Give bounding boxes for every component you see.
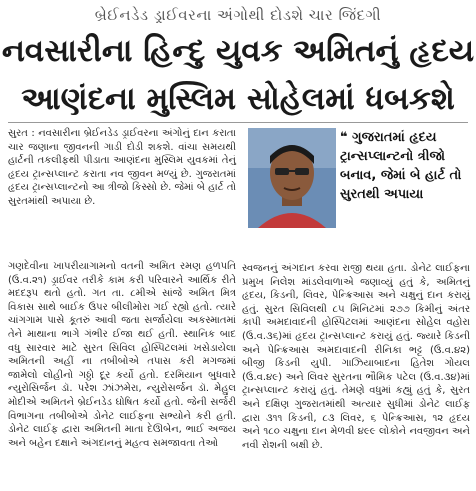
body-column-1-intro: સુરત : નવસારીના બ્રેઈનડેડ ડ્રાઈવરના અંગોનું દાન કરાતા ચાર જણાના જીવનની ગાડી દોડી શકશે. વાંચા સમયથી હાર્ટની તકલીફથી પીડાતા આણંદના મુસ્લિમ યુવકમાં તેનું હૃદય ટ્રાન્સપ્લાન્ટ કરાતા નવ જીવન મળ્યું છે. ગુજરાતમાં હૃદય ટ્રાન્સપ્લાન્ટનો આ ત્રીજો કિસ્સો છે. જેમાં બે હાર્ટ તો સુરતમાંથી અપાયા છે. (8, 128, 236, 207)
pull-quote-text: ગુજરાતમાં હૃદય ટ્રાન્સપ્લાન્ટનો ત્રીજો બનાવ, જેમાં બે હાર્ટ તો સુરતથી અપાયા (340, 130, 462, 202)
divider (8, 122, 468, 123)
portrait-photo (248, 128, 336, 228)
pull-quote (340, 128, 472, 204)
body-column-2: સ્વજનનું અંગદાન કરવા રાજી થયા હતા. ડોનેટ લાઈફના પ્રમુખ નિલેશ માંડલેવાળાએ જણાવ્યું હતું કે, અમિતનું હૃદય, કિડની, લિવર, પેન્ક્રિઆસ અને ચક્ષુનું દાન કરાયું હતું. સુરત સિવિલથી ૮૫ મિનિટમાં ૨૭૭ કિમીનું અંતર કાપી અમદાવાદની હોસ્પિટલમાં આણંદના સોહેલ વહોરા (ઉ.વ.૩૬)માં હૃદય ટ્રાન્સપ્લાન્ટ કરાયું હતું. જ્યારે કિડની અને પેન્ક્રિઆસ અમદાવાદની રીનિકા ભટ્ટ (ઉ.વ.૪૨) બીજી કિડની યુપી. ગાઝિયાબાદના હિતેશ ગોયલ (ઉ.વ.૪૯) અને લિવર સુરતના ભૌમિક પટેલ (ઉ.વ.૩૪)માં ટ્રાન્સપ્લાન્ટ કરાયું હતું. તેમણે વધુમાં કહ્યું હતું કે, સુરત અને દક્ષિણ ગુજરાતમાંથી અત્યાર સુધીમાં ડોનેટ લાઈફ દ્વારા ૩૧૧ કિડની, ૮૩ લિવર, ૬ પેન્ક્રિઆસ, ૧૨ હૃદય અને ૧૮૦ ચક્ષુના દાન મેળવી ૪૯૯ લોકોને નવજીવન અને નવી રોશની બક્ષી છે. (242, 263, 470, 451)
headline-line-2: આણંદના મુસ્લિમ સોહેલમાં ધબકશે (21, 81, 455, 117)
headline-line-1: નવસારીના હિન્દુ યુવક અમિતનું હૃદય (1, 33, 475, 69)
body-column-1-main: ગણદેવીના ખાપરીયાગામનો વતની અમિત રમણ હળપતિ (ઉ.વ.૨૧) ડ્રાઈવર તરીકે કામ કરી પરિવારને આર્થિક રીતે મદદરૂપ થતો હતો. ગત તા. ૮મીએ સાંજે અમિત મિત્ર વિકાસ સાથે બાઈક ઉપર બીલીમોરા ગઈ રહ્યો હતો. ત્યારે ચાંગગામ પાસે કૂતરું આવી જતા સર્જાયેલા અકસ્માતમાં તેને માથાના ભાગે ગંભીર ઈજા થઈ હતી. સ્થાનિક બાદ વધુ સારવાર માટે સુરત સિવિલ હોસ્પિટલમાં ખસેડાયેલા અમિતની અહીં ના તબીબોએ તપાસ કરી મગજમાં જામેલો લોહીનો ગઠ્ઠો દૂર કર્યો હતો. દરમિયાન બુધવારે ન્યુરોસિર્જન ડૉ. પરેશ ઝાંઝમેરા, ન્યુરોસર્જન ડૉ. મેહુલ મોદીએ અમિતને બ્રેઈનડેડ ઘોષિત કર્યો હતો. જેની સર્જરી વિભાગના તબીબોએ ડોનેટ લાઈફના સભ્યોને કરી હતી. ડોનેટ લાઈફ દ્વારા અમિતની માતા દેઊબેન, ભાઈ અજય અને બહેન દક્ષાને અંગદાનનું મહત્વ સમજાવતા તેઓ (8, 261, 236, 449)
subheadline: બ્રેઈનડેડ ડ્રાઈવરના અંગોથી દોડશે ચાર જિંદગી (94, 6, 382, 24)
quote-icon: ❝ (340, 130, 348, 145)
